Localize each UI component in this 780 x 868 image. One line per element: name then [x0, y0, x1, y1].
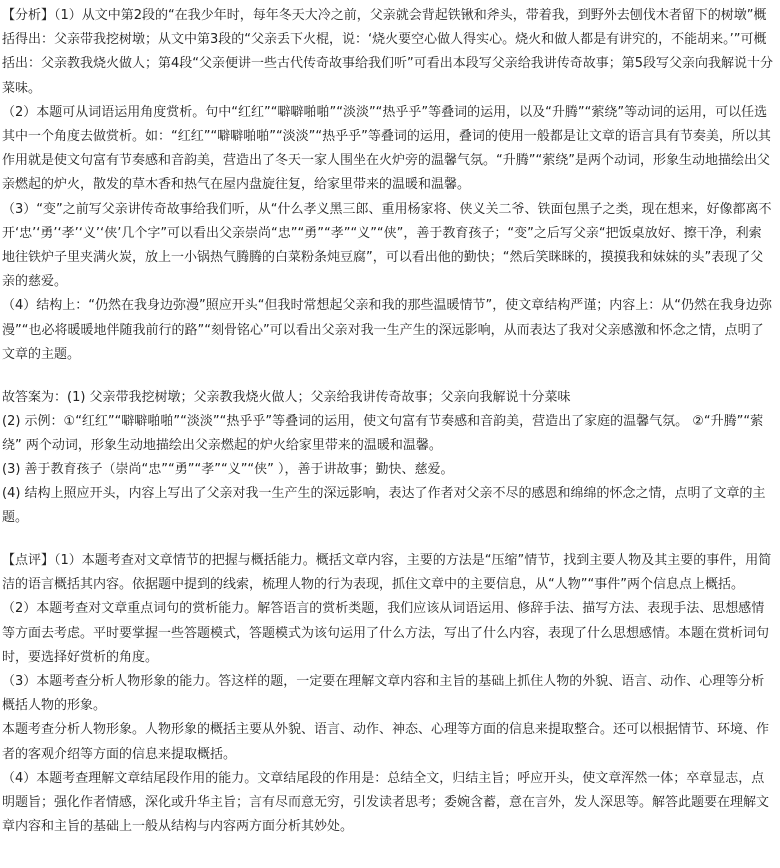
- analysis-part-4: （4）结构上：“仍然在我身边弥漫”照应开头“但我时常想起父亲和我的那些温暖情节”，使文章结构严谨；内容上：从“仍然在我身边弥漫”“也必将暖暖地伴随我前行的路”“刻骨铭心”可以看出父亲对我一生产生的深远影响，从而表达了我对父亲感激和怀念之情，点明了文章的主题。: [2, 298, 772, 362]
- analysis-part-2: （2）本题可从词语运用角度赏析。句中“红红”“噼噼啪啪”“淡淡”“热乎乎”等叠词的运用，以及“升腾”“萦绕”等动词的运用，可以任选其中一个角度去做赏析。如：“红红”“噼噼啪啪”“淡淡”“热乎乎”等叠词的运用，叠词的使用一般都是让文章的语言具有节奏美，所以其作用就是使文句富有节奏感和音韵美，营造出了冬天一家人围坐在火炉旁的温馨气氛。“升腾”“萦绕”是两个动词，形象生动地描绘出父亲燃起的炉火，散发的草木香和热气在屋内盘旋往复，给家里带来的温暖和温馨。: [2, 104, 771, 193]
- comment-part-4: （4）本题考查理解文章结尾段作用的能力。文章结尾段的作用是：总结全文，归结主旨；呼应开头，使文章浑然一体；卒章显志，点明题旨；强化作者情感，深化或升华主旨；言有尽而意无穷，引发读者思考；委婉含蓄，意在言外，发人深思等。解答此题要在理解文章内容和主旨的基础上一般从结构与内容两方面分析其妙处。: [2, 770, 770, 835]
- comment-section: [2, 549, 774, 839]
- section-gap: [2, 530, 774, 549]
- comment-part-3: （3）本题考查分析人物形象的能力。答这样的题，一定要在理解文章内容和主旨的基础上抓住人物的外貌、语言、动作、心理等分析概括人物的形象。: [2, 674, 765, 714]
- analysis-section: [2, 4, 774, 367]
- comment-part-3-extra: 本题考查分析人物形象。人物形象的概括主要从外貌、语言、动作、神态、心理等方面的信息来提取整合。还可以根据情节、环境、作者的客观介绍等方面的信息来提取概括。: [2, 722, 770, 762]
- answer-part-2: (2) 示例：①“红红”“噼噼啪啪”“淡淡”“热乎乎”等叠词的运用，使文句富有节奏感和音韵美，营造出了家庭的温馨气氛。 ②“升腾”“萦绕” 两个动词，形象生动地描绘出父亲燃起的炉火给家里带来的温暖和温馨。: [2, 414, 764, 454]
- section-gap: [2, 367, 774, 386]
- answer-section: [2, 386, 774, 530]
- comment-part-2: （2）本题考查对文章重点词句的赏析能力。解答语言的赏析类题，我们应该从词语运用、修辞手法、描写方法、表现手法、思想感情等方面去考虑。平时要掌握一些答题模式，答题模式为该句运用了什么方法，写出了什么内容，表现了什么思想感情。本题在赏析词句时，要选择好赏析的角度。: [2, 601, 770, 665]
- analysis-part-1: 【分析】（1）从文中第2段的“在我少年时，每年冬天大冷之前，父亲就会背起铁锹和斧头，带着我，到野外去刨伐木者留下的树墩”概括得出：父亲带我挖树墩；从文中第3段的“父亲丢下火棍，说：‘烧火要空心做人得实心。烧火和做人都是有讲究的，不能胡来。’”可概括出：父亲教我烧火做人；第4段“父亲便讲一些古代传奇故事给我们听”可看出本段写父亲给我讲传奇故事；第5段写父亲向我解说十分菜味。: [2, 8, 774, 96]
- answer-part-3: (3) 善于教育孩子（崇尚“忠”“勇”“孝”“义”“侠” ），善于讲故事；勤快、慈爱。: [2, 462, 454, 478]
- analysis-part-3: （3）“变”之前写父亲讲传奇故事给我们听，从“什么孝义黑三郎、重用杨家将、侠义关二爷、铁面包黑子之类，现在想来，好像都离不开‘忠’‘勇’‘孝’‘义’‘侠’几个字”可以看出父亲崇尚“忠”“勇”“孝”“义”“侠”，善于教育孩子；“变”之后写父亲“把饭桌放好、擦干净，利索地往铁炉子里夹满火炭，放上一小锅热气腾腾的白菜粉条炖豆腐”，可以看出他的勤快；“然后笑眯眯的，摸摸我和妹妹的头”表现了父亲的慈爱。: [2, 201, 772, 290]
- comment-part-1: 【点评】（1）本题考查对文章情节的把握与概括能力。概括文章内容，主要的方法是“压缩”情节，找到主要人物及其主要的事件，用简洁的语言概括其内容。依据题中提到的线索，梳理人物的行为表现，抓住文章中的主要信息，从“人物”“事件”两个信息点上概括。: [2, 553, 772, 593]
- answer-part-1: 故答案为：(1) 父亲带我挖树墩；父亲教我烧火做人；父亲给我讲传奇故事；父亲向我解说十分菜味: [2, 390, 571, 406]
- answer-part-4: (4) 结构上照应开头，内容上写出了父亲对我一生产生的深远影响，表达了作者对父亲不尽的感恩和绵绵的怀念之情，点明了文章的主题。: [2, 486, 766, 526]
